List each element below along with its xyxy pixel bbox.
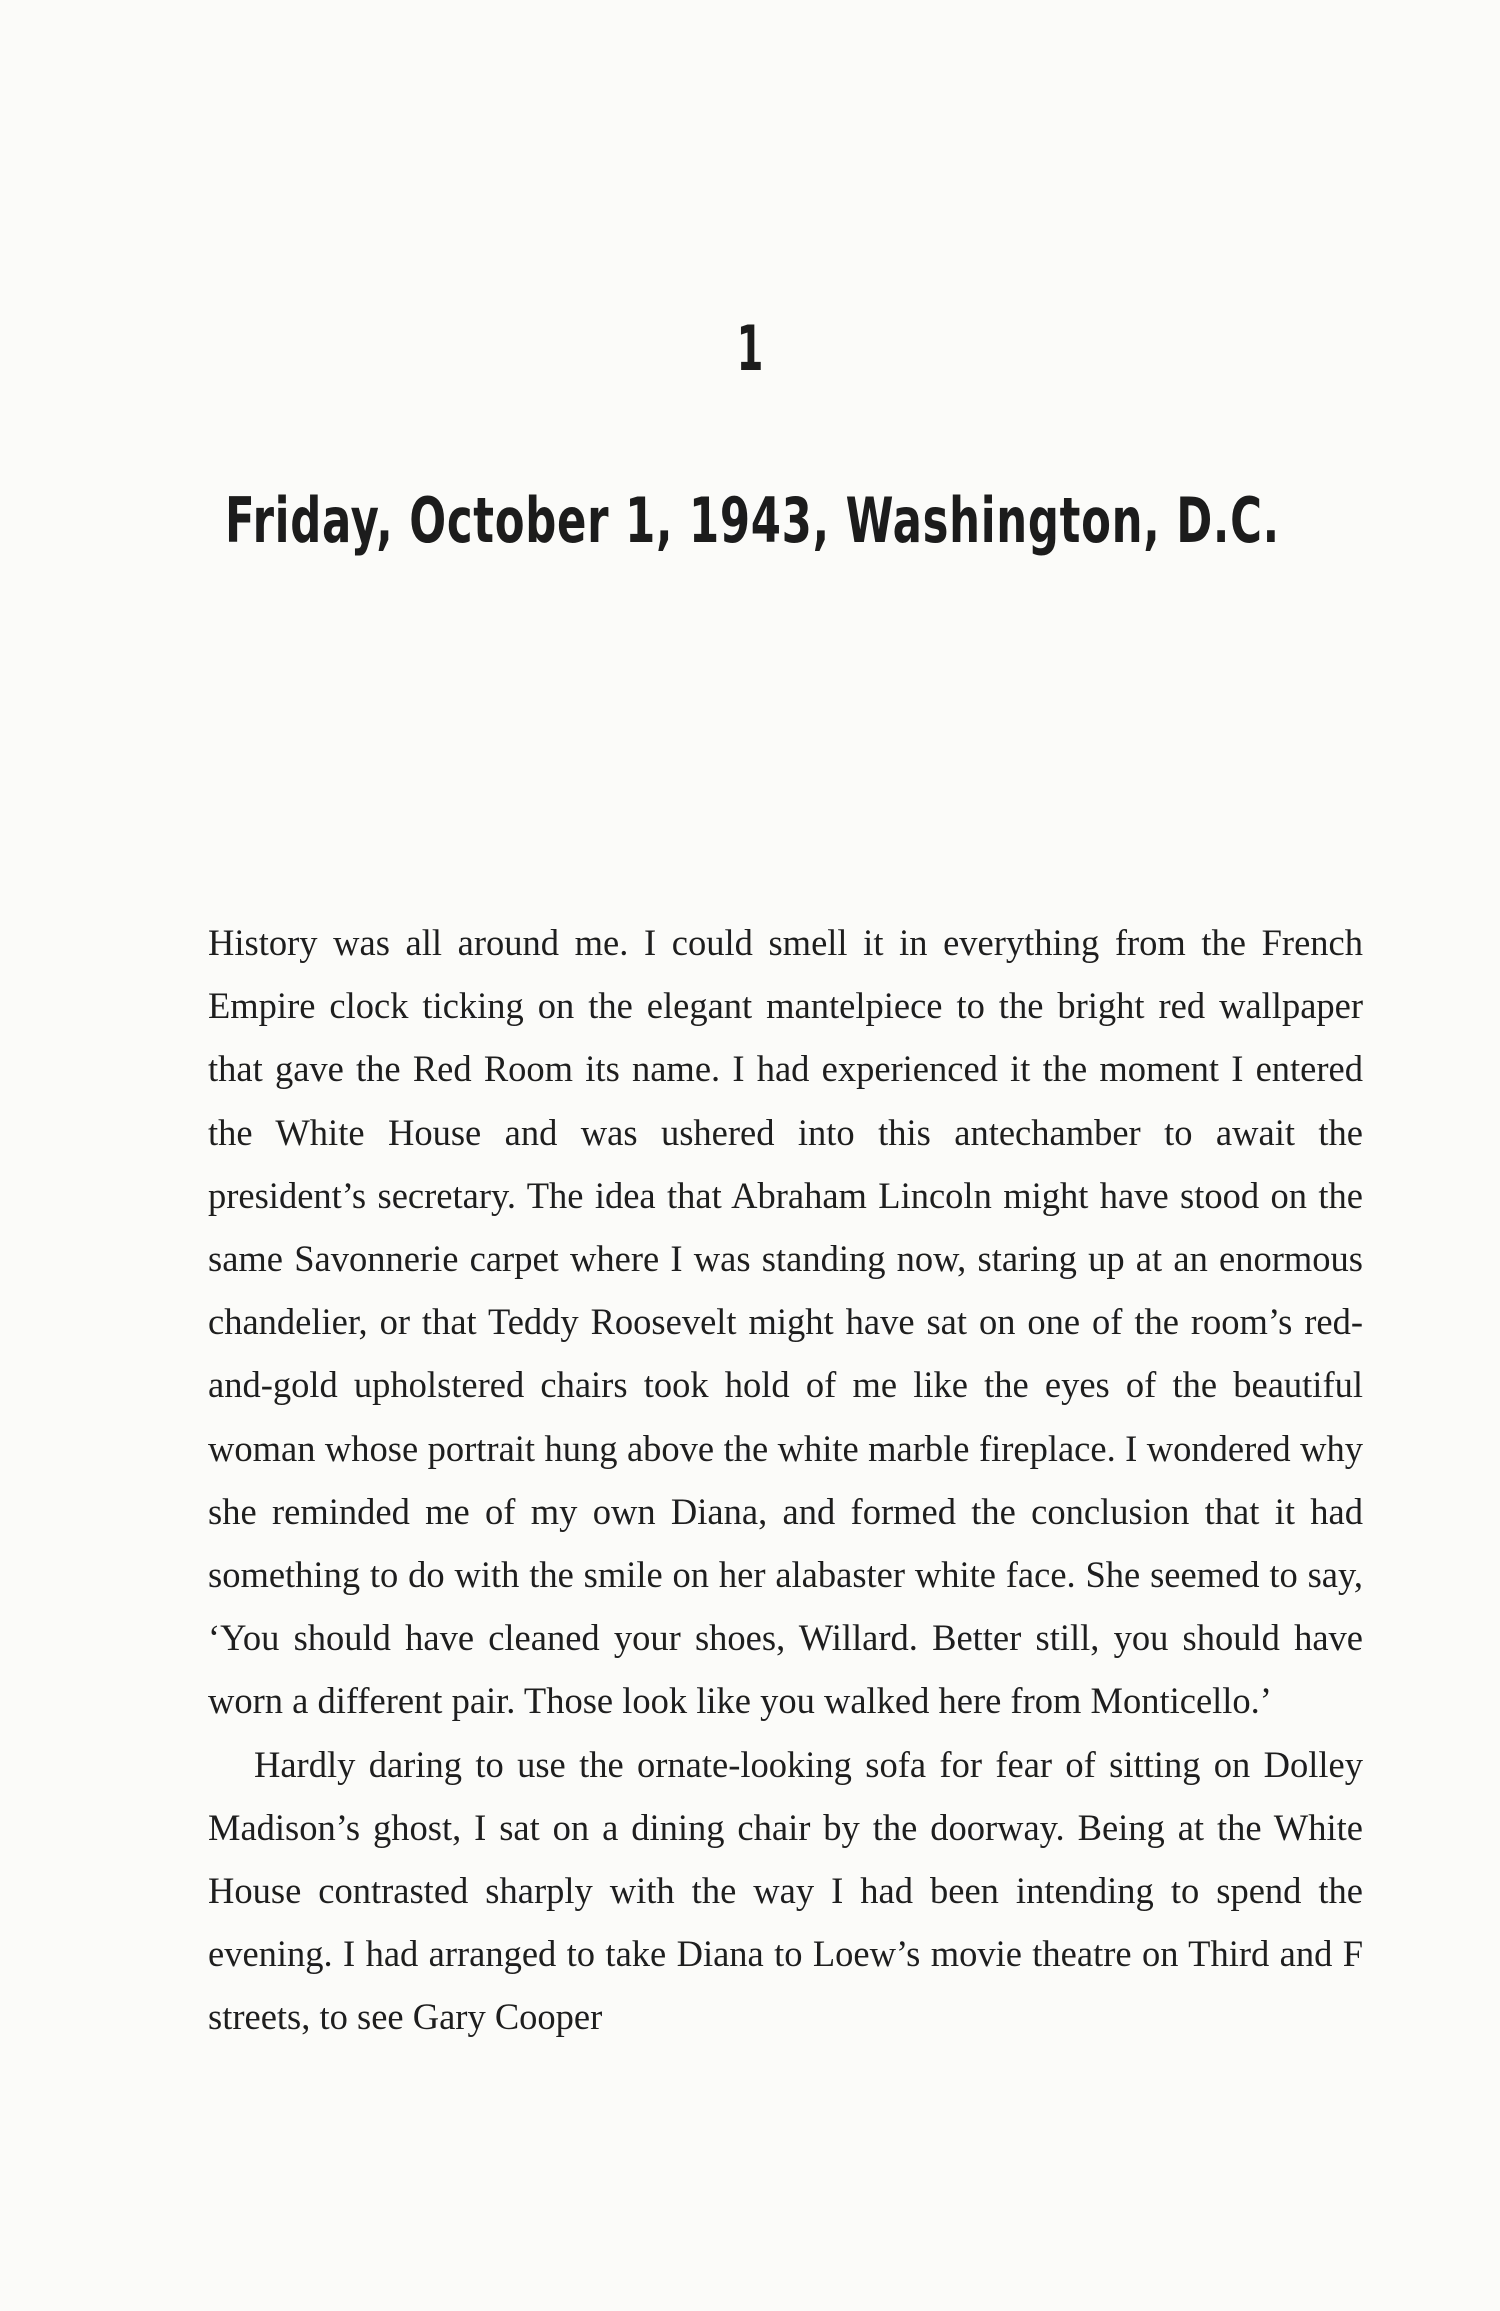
chapter-title: Friday, October 1, 1943, Washington, D.C.: [225, 484, 1280, 557]
paragraph: Hardly daring to use the ornate-looking sofa for fear of sitting on Dolley Madison’s ghost, I sat on a dining chair by the doorway. Being at the White House contrasted sharply with the way I had been intending to spend the evening. I had arranged to take Diana to Loew’s movie theatre on Third and F streets, to see Gary Cooper: [208, 1743, 1363, 2038]
body-text: [208, 911, 1363, 2049]
chapter-number: 1: [736, 312, 764, 385]
paragraph: History was all around me. I could smell it in everything from the French Empire clock ticking on the elegant mantelpiece to the bright red wallpaper that gave the Red Room its name. I had experienced it the moment I entered the White House and was ushered into this antechamber to await the president’s secretary. The idea that Abraham Lincoln might have stood on the same Savonnerie carpet where I was standing now, staring up at an enormous chandelier, or that Teddy Roosevelt might have sat on one of the room’s red-and-gold upholstered chairs took hold of me like the eyes of the beautiful woman whose portrait hung above the white marble fireplace. I wondered why she reminded me of my own Diana, and formed the conclusion that it had something to do with the smile on her alabaster white face. She seemed to say, ‘You should have cleaned your shoes, Willard. Better still, you should have worn a different pair. Those look like you walked here from Monticello.’: [208, 922, 1363, 1722]
